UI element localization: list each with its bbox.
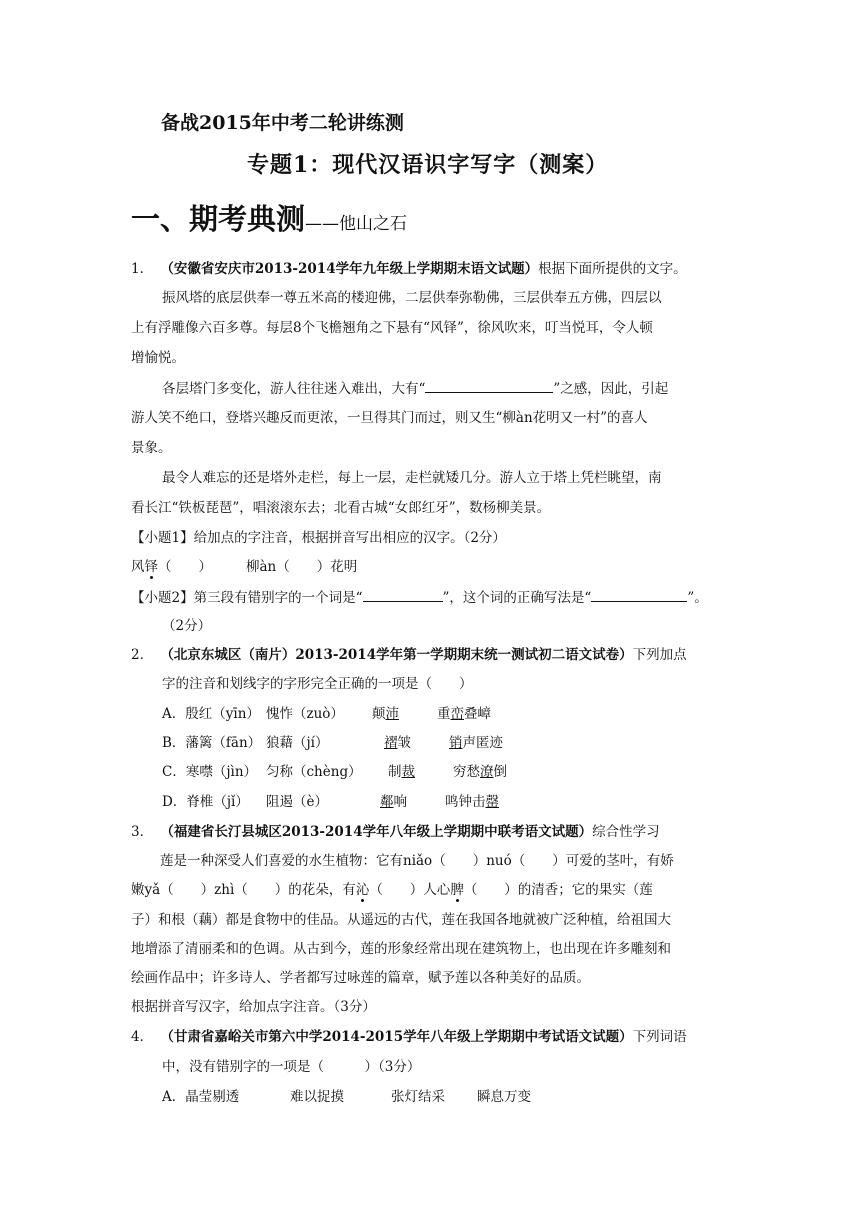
subquestion-text: ”，这个词的正确写法是“: [442, 590, 592, 606]
option-text: 重: [437, 706, 451, 722]
subquestion-text: 【小题2】第三段有错别字的一个词是“: [131, 590, 363, 606]
question-number: 3．: [131, 824, 154, 840]
passage-text: ”之感，因此，引起: [553, 381, 669, 397]
fill-blank[interactable]: [425, 378, 553, 393]
document-heading: 备战2015年中考二轮讲练测: [161, 112, 404, 134]
passage-text: （ ）的清香；它的果实（莲: [463, 882, 653, 898]
question-source: （安徽省安庆市2013-2014学年九年级上学期期末语文试题）: [167, 261, 539, 277]
option-a[interactable]: [162, 1087, 531, 1107]
question-2-header: [131, 645, 687, 665]
option-text: A．殷红（yīn）: [162, 706, 260, 722]
option-text: D．脊椎（jǐ）: [162, 794, 249, 810]
question-3-header: [131, 822, 660, 842]
passage-line: 地增添了清丽柔和的色调。从古到今，莲的形象经常出现在建筑物上，也出现在许多雕刻和: [131, 941, 671, 957]
question-intro: 下列加点: [632, 647, 687, 663]
option-text: 穷愁: [453, 764, 480, 780]
dotted-char: 铎: [144, 559, 158, 575]
underlined-char: 鄰: [380, 794, 394, 810]
passage-line: [162, 378, 668, 399]
option-text: 瞬息万变: [477, 1089, 531, 1105]
passage-line: 增愉悦。: [131, 350, 185, 366]
option-d[interactable]: [162, 792, 499, 812]
question-intro: 中，没有错别字的一项是（ ）（3分）: [162, 1059, 421, 1075]
option-text: B．藩篱（fān）: [162, 735, 262, 751]
option-text: 匀称（chèng）: [266, 764, 362, 780]
question-1-header: [131, 259, 687, 279]
fill-blank[interactable]: [363, 587, 443, 602]
passage-line: 绘画作品中；许多诗人、学者都写过咏莲的篇章，赋予莲以各种美好的品质。: [131, 970, 590, 986]
subquestion-1-answer: [131, 557, 357, 577]
underlined-char: 褶: [384, 735, 398, 751]
option-text: 鸣钟击: [445, 794, 486, 810]
passage-line: 莲是一种深受人们喜爱的水生植物：它有niǎo（ ）nuó（ ）可爱的茎叶，有娇: [160, 853, 674, 869]
question-number: 4．: [131, 1029, 154, 1045]
subquestion-2: [131, 587, 708, 608]
question-source: （甘肃省嘉峪关市第六中学2014-2015学年八年级上学期期中考试语文试题）: [167, 1029, 633, 1045]
option-b[interactable]: [162, 733, 503, 753]
passage-line: 子）和根（藕）都是食物中的佳品。从遥远的古代，莲在我国各地就被广泛种植，给祖国大: [131, 912, 671, 928]
option-text: 制: [388, 764, 402, 780]
underlined-char: 沛: [385, 706, 399, 722]
option-a[interactable]: [162, 704, 491, 724]
answer-text: 柳àn（ ）花明: [246, 559, 358, 575]
option-text: 叠嶂: [464, 706, 491, 722]
section-title-main: 一、期考典测: [131, 202, 306, 236]
dotted-char: 沁: [355, 882, 370, 898]
option-text: 难以捉摸: [290, 1089, 344, 1105]
answer-blank[interactable]: （ ）: [158, 559, 212, 575]
underlined-char: 裁: [401, 764, 415, 780]
question-4-header: [131, 1027, 687, 1047]
option-text: 声匿迹: [462, 735, 503, 751]
passage-line: 看长江“铁板琵琶”，唱滚滚东去；北看古城“女郎红牙”，数杨柳美景。: [131, 500, 551, 516]
option-text: C．寒噤（jìn）: [162, 764, 258, 780]
answer-text: 风: [131, 559, 145, 575]
underlined-char: 峦: [450, 706, 464, 722]
passage-text: （ ）人心: [369, 882, 451, 898]
option-text: 响: [393, 794, 407, 810]
passage-line: 上有浮雕像六百多尊。每层8个飞檐翘角之下悬有“风铎”，徐风吹来，叮当悦耳，令人顿: [131, 320, 653, 336]
passage-line: [131, 880, 653, 900]
dotted-char: 脾: [450, 882, 464, 898]
passage-line: 最令人难忘的还是塔外走栏，每上一层，走栏就矮几分。游人立于塔上凭栏眺望，南: [162, 470, 662, 486]
option-c[interactable]: [162, 762, 507, 782]
subquestion-1: 【小题1】给加点的字注音，根据拼音写出相应的汉字。（2分）: [131, 530, 506, 546]
passage-text: 嫩yǎ（ ）zhì（ ）的花朵，有: [131, 882, 356, 898]
question-task: 根据拼音写汉字，给加点字注音。（3分）: [131, 999, 376, 1015]
question-intro: 字的注音和划线字的字形完全正确的一项是（ ）: [162, 676, 473, 692]
option-text: A．晶莹剔透: [162, 1089, 240, 1105]
subquestion-2-score: （2分）: [162, 618, 212, 634]
fill-blank[interactable]: [591, 587, 687, 602]
underlined-char: 潦: [480, 764, 494, 780]
passage-line: 振风塔的底层供奉一尊五米高的楼迎佛，二层供奉弥勒佛，三层供奉五方佛，四层以: [162, 290, 662, 306]
option-text: 颠: [372, 706, 386, 722]
underlined-char: 销: [449, 735, 463, 751]
question-intro: 下列词语: [632, 1029, 687, 1045]
passage-line: 景象。: [131, 440, 172, 456]
question-source: （福建省长汀县城区2013-2014学年八年级上学期期中联考语文试题）: [167, 824, 593, 840]
section-title: [131, 197, 407, 238]
section-subtitle: ——他山之石: [305, 214, 408, 234]
question-source: （北京东城区（南片）2013-2014学年第一学期期末统一测试初二语文试卷）: [167, 647, 633, 663]
option-text: 阻遏（è）: [266, 794, 328, 810]
question-intro: 根据下面所提供的文字。: [538, 261, 687, 277]
subquestion-text: ”。: [687, 590, 708, 606]
question-number: 2．: [131, 647, 154, 663]
option-text: 愧怍（zuò）: [266, 706, 344, 722]
question-number: 1．: [131, 261, 154, 277]
topic-title: 专题1：现代汉语识字写字（测案）: [247, 152, 609, 178]
option-text: 狼藉（jí）: [266, 735, 329, 751]
question-intro: 综合性学习: [592, 824, 660, 840]
passage-line: 游人笑不绝口，登塔兴趣反而更浓，一旦得其门而过，则又生“柳àn花明又一村”的喜人: [131, 410, 648, 426]
underlined-char: 罄: [485, 794, 499, 810]
option-text: 皱: [397, 735, 411, 751]
passage-text: 各层塔门多变化，游人往往迷入难出，大有“: [162, 381, 426, 397]
option-text: 倒: [493, 764, 507, 780]
option-text: 张灯结采: [391, 1089, 445, 1105]
